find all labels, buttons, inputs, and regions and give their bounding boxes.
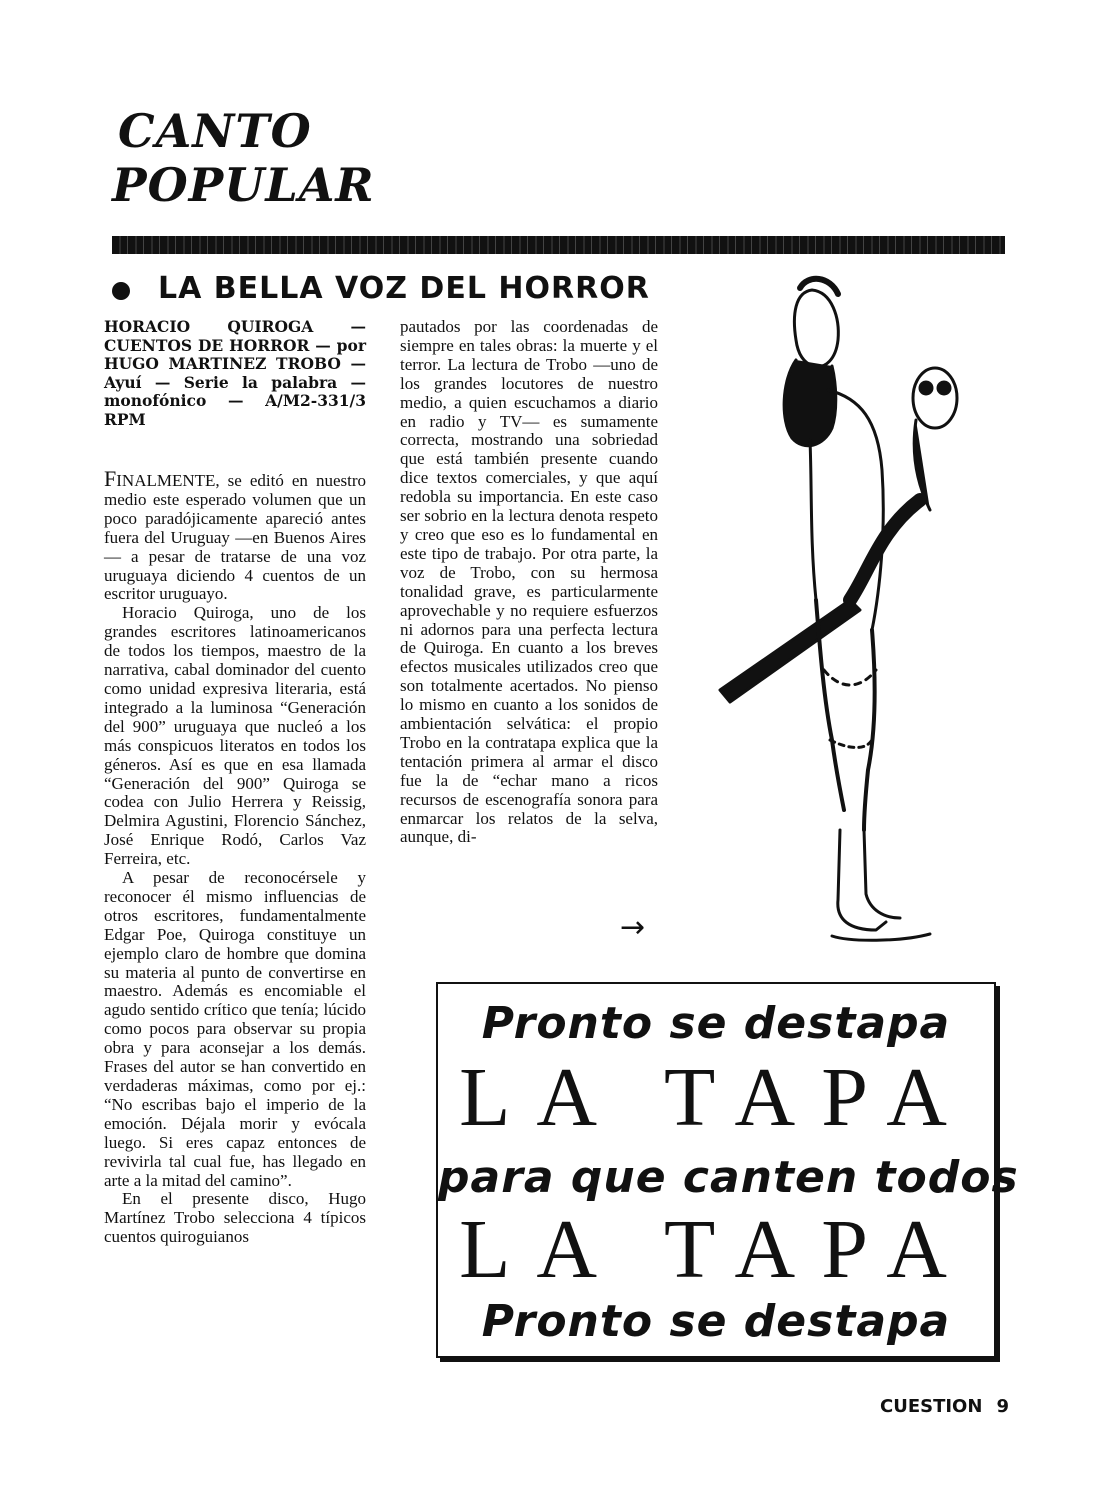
paragraph-1 bbox=[104, 466, 366, 604]
continue-arrow: → bbox=[620, 910, 646, 945]
ad-line-5: Pronto se destapa bbox=[481, 1296, 951, 1347]
ad-line-3: para que canten todos bbox=[438, 1152, 1019, 1203]
article-column-2 bbox=[400, 318, 658, 847]
paragraph-4: En el presente disco, Hugo Martínez Trobo selecciona 4 típicos cuentos quiroguianos bbox=[104, 1189, 366, 1247]
paragraph-3: A pesar de reconocérsele y reconocer él mismo influencias de otros escritores, fundamentalmente Edgar Poe, Quiroga constituye un ejemplo claro de hombre que domina su materia al punto de convertirse en maestro. Además es encomiable el agudo sentido crítico que tenía; lúcido como pocos para observar su propia obra y para aconsejar a los demás. Frases del autor se han convertido en verdaderas máximas, como por ej.: “No escribas bajo el imperio de la emoción. Déjala morir y evócala luego. Si eres capaz entonces de revivirla tal cual fue, has llegado en arte a la mitad del camino”. bbox=[104, 868, 366, 1190]
section-logo-line2: POPULAR bbox=[112, 158, 375, 212]
paragraph-2: Horacio Quiroga, uno de los grandes escritores latinoamericanos de todos los tiempos, maestro de la narrativa, cabal dominador del cuento como unidad expresiva literaria, está integrado a la luminosa “Generación del 900” uruguaya que nucleó a los más conspicuos literatos en todos los géneros. Así es que en esa llamada “Generación del 900” Quiroga se codea con Julio Herrera y Reissig, Delmira Agustini, Florencio Sánchez, José Enrique Rodó, Carlos Vaz Ferreira, etc. bbox=[104, 603, 366, 869]
ad-line-4: LA TAPA bbox=[459, 1203, 973, 1296]
ad-line-1: Pronto se destapa bbox=[481, 998, 951, 1049]
paragraph-5: pautados por las coordenadas de siempre en tales obras: la muerte y el terror. La lectura de Trobo —uno de los grandes locutores de nuestro medio, a quien escuchamos a diario en radio y TV— es sumamente correcta, mostrando una sobriedad que está también presente cuando dice textos comerciales, y que aquí redobla su importancia. En este caso ser sobrio en la lectura denota respeto y creo que eso es lo fundamental en este tipo de trabajo. Por otra parte, la voz de Trobo, con su hermosa tonalidad grave, es particularmente aprovechable y no requiere esfuerzos ni adornos para una perfecta lectura de Quiroga. En cuanto a los breves efectos musicales utilizados creo que son totalmente acertados. No pienso lo mismo en cuanto a los sonidos de ambientación selvática: el propio Trobo en la contratapa explica que la tentación primera al armar el disco fue la de “echar mano a ricos recursos de escenografía sonora para enmarcar los relatos de la selva, aunque, di- bbox=[400, 317, 658, 847]
magazine-name: CUESTION bbox=[880, 1396, 983, 1417]
section-logo bbox=[112, 100, 375, 230]
paragraph-1-text: INALMENTE, se editó en nuestro medio este esperado volumen que un poco paradójicamente apareció antes fuera del Uruguay —en Buenos Aires— a pesar de tratarse de una voz uruguaya diciendo 4 cuentos de un escritor uruguayo. bbox=[104, 471, 366, 604]
advertisement-box bbox=[436, 982, 1019, 1358]
section-rule bbox=[112, 236, 1005, 254]
section-logo-line1: CANTO bbox=[118, 104, 312, 158]
drop-cap: F bbox=[104, 466, 117, 491]
page-number: 9 bbox=[996, 1396, 1009, 1417]
page-footer bbox=[880, 1396, 1009, 1418]
headline-bullet bbox=[112, 282, 130, 300]
article-column-1 bbox=[104, 466, 366, 1247]
article-headline: LA BELLA VOZ DEL HORROR bbox=[158, 271, 650, 306]
quiroga-illustration bbox=[700, 270, 1020, 970]
record-credit: HORACIO QUIROGA — CUENTOS DE HORROR — por HUGO MARTINEZ TROBO — Ayuí — Serie la palabra — monofónico — A/M2-331/3 RPM bbox=[104, 317, 366, 429]
ad-line-2: LA TAPA bbox=[459, 1051, 973, 1144]
